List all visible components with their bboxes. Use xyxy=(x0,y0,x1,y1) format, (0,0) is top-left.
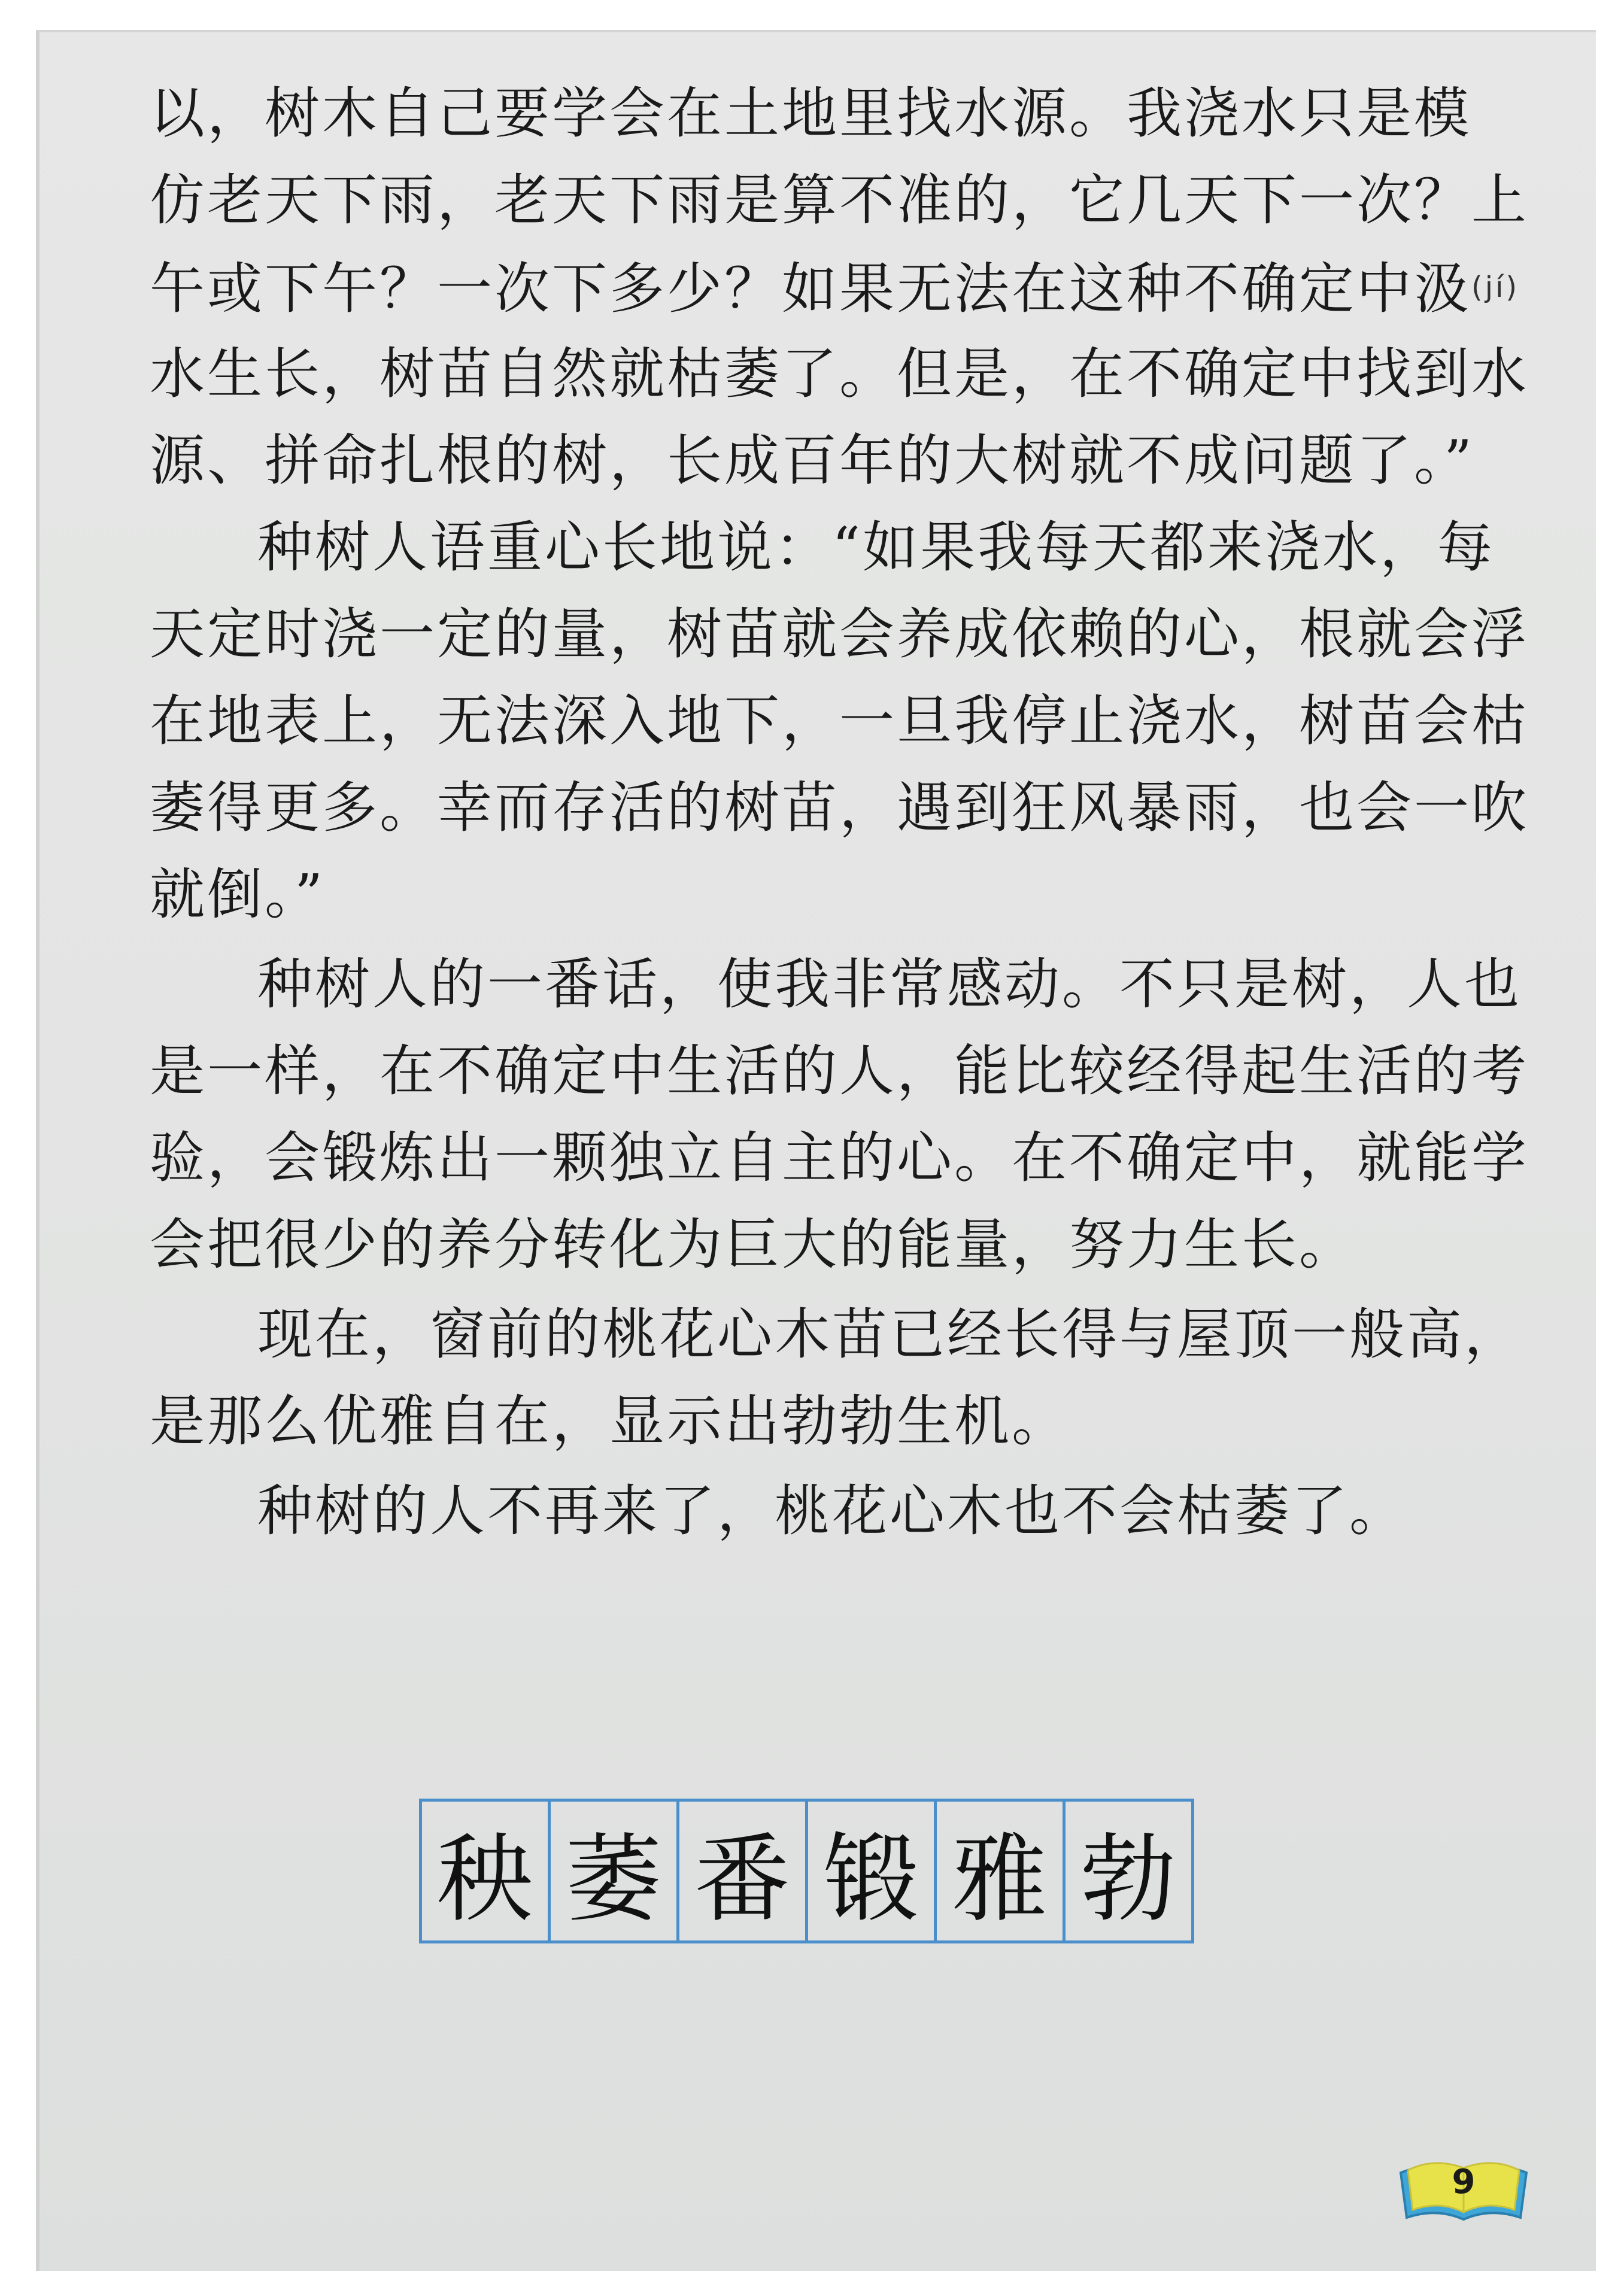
vocab-character: 锻 xyxy=(808,1802,937,1940)
vocab-character: 秧 xyxy=(422,1802,551,1940)
paragraph-start-line: 种树的人不再来了，桃花心木也不会枯萎了。 xyxy=(257,1479,1407,1543)
page-number: 9 xyxy=(1452,2163,1476,2201)
text-line: 会把很少的养分转化为巨大的能量，努力生长。 xyxy=(150,1213,1357,1277)
text-line: 源、拼命扎根的树，长成百年的大树就不成问题了。” xyxy=(150,429,1475,493)
vocab-character: 番 xyxy=(679,1802,808,1940)
text-line: 验，会锻炼出一颗独立自主的心。在不确定中，就能学 xyxy=(150,1126,1529,1190)
text-line: 萎得更多。幸而存活的树苗，遇到狂风暴雨，也会一吹 xyxy=(150,776,1529,840)
paragraph-start-line: 种树人的一番话，使我非常感动。不只是树，人也 xyxy=(257,952,1522,1016)
pinyin-annotation: (jí) xyxy=(1471,271,1520,304)
text-line: 天定时浇一定的量，树苗就会养成依赖的心，根就会浮 xyxy=(150,602,1529,666)
text-line: 是那么优雅自在，显示出勃勃生机。 xyxy=(150,1389,1070,1453)
text-line: 以，树木自己要学会在土地里找水源。我浇水只是模 xyxy=(150,81,1472,145)
paragraph-start-line: 种树人语重心长地说：“如果我每天都来浇水，每 xyxy=(257,515,1495,579)
text-line xyxy=(150,248,1519,326)
text-segment: 午或下午？一次下多少？如果无法在这种不确定中汲 xyxy=(150,257,1472,321)
text-line: 水生长，树苗自然就枯萎了。但是，在不确定中找到水 xyxy=(150,342,1529,406)
text-line: 是一样，在不确定中生活的人，能比较经得起生活的考 xyxy=(150,1039,1529,1103)
vocab-character: 雅 xyxy=(937,1802,1066,1940)
vocab-character: 勃 xyxy=(1080,1823,1176,1935)
character-practice-grid xyxy=(419,1799,1194,1943)
text-line: 仿老天下雨，老天下雨是算不准的，它几天下一次？上 xyxy=(150,168,1529,232)
text-line: 就倒。” xyxy=(150,862,326,927)
paragraph-start-line: 现在，窗前的桃花心木苗已经长得与屋顶一般高， xyxy=(257,1302,1522,1366)
text-line: 在地表上，无法深入地下，一旦我停止浇水，树苗会枯 xyxy=(150,689,1529,753)
vocab-character: 萎 xyxy=(551,1802,679,1940)
